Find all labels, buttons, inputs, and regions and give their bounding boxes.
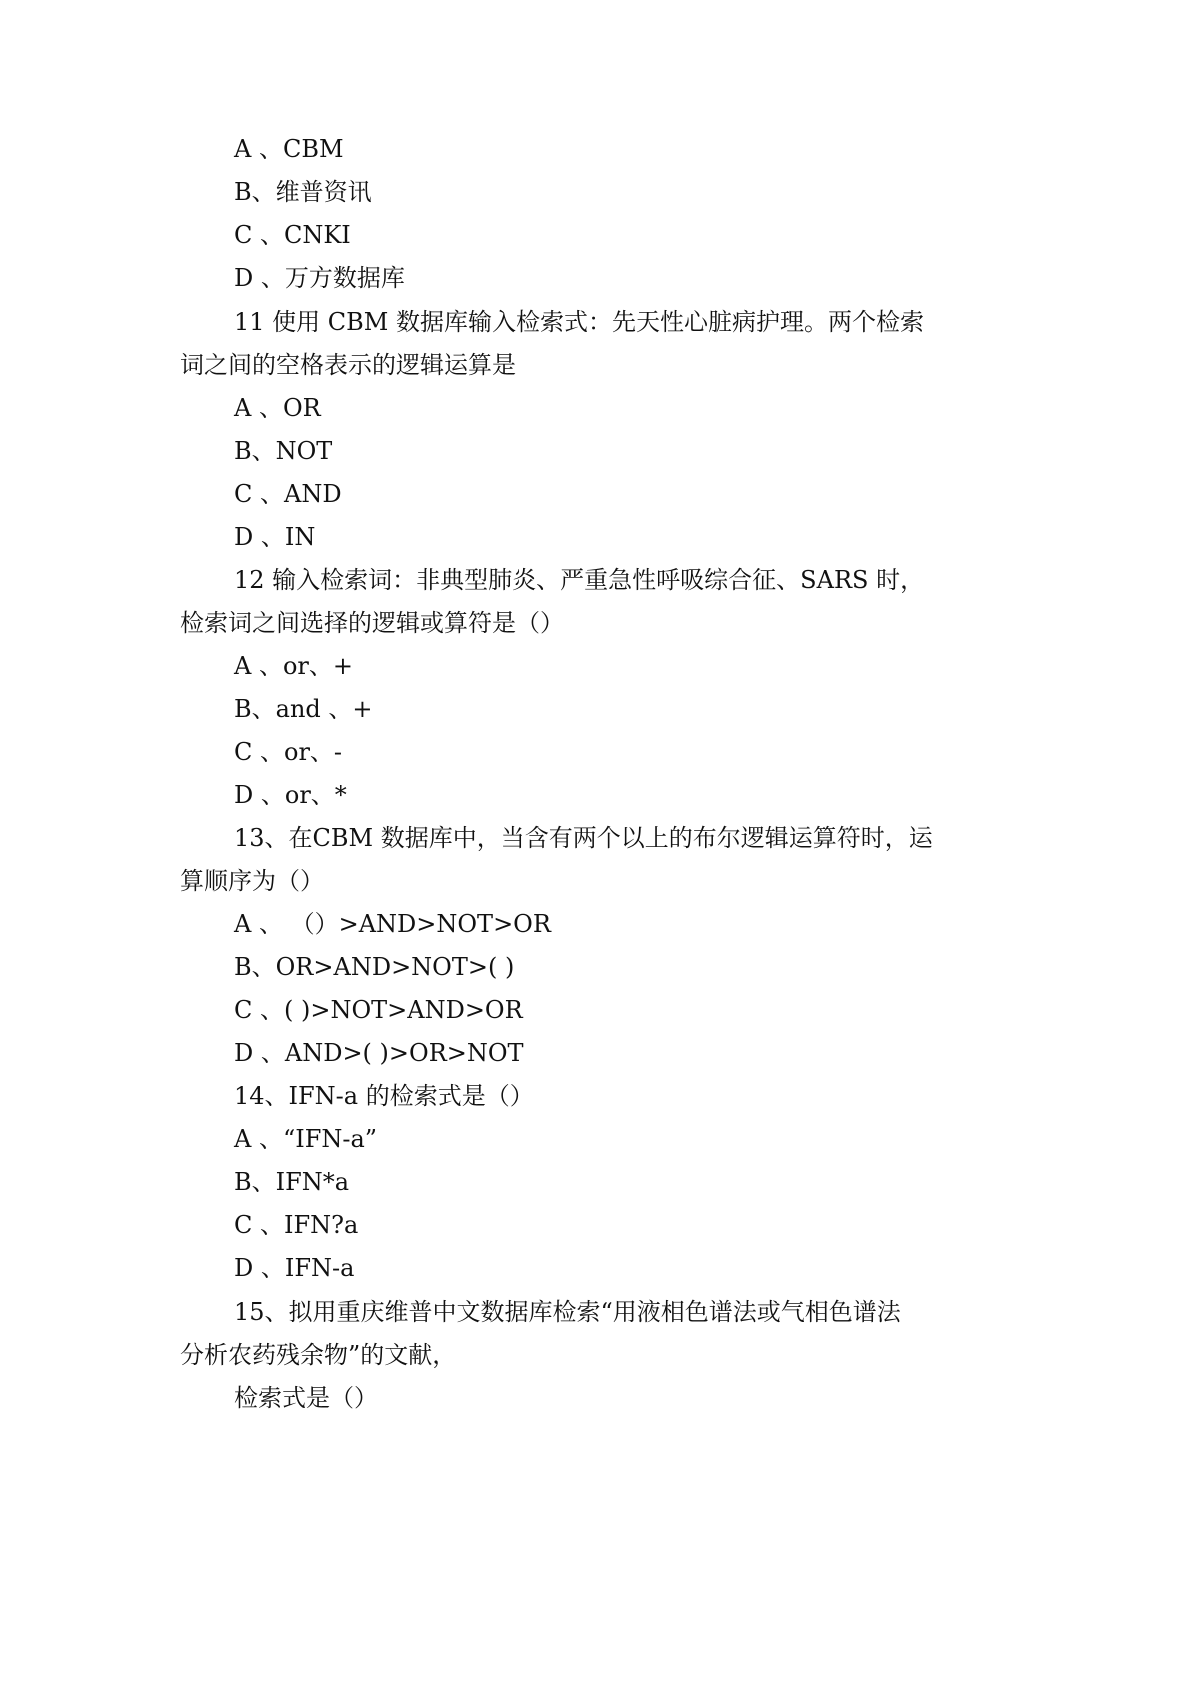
q13-stem-line1: 13、在CBM 数据库中，当含有两个以上的布尔逻辑运算符时，运 [234, 824, 933, 852]
q10-option-d: D 、万方数据库 [234, 264, 405, 292]
q10-option-a: A 、CBM [234, 135, 344, 163]
q11-option-a: A 、OR [234, 394, 321, 422]
q10-option-c: C 、CNKI [234, 221, 351, 249]
q14-option-b: B、IFN*a [234, 1168, 350, 1196]
q14-option-d: D 、IFN-a [234, 1254, 355, 1282]
q13-option-b: B、OR>AND>NOT>( ) [234, 953, 515, 981]
q13-option-a: A 、 （）>AND>NOT>OR [234, 910, 551, 938]
q15-stem-line1: 15、拟用重庆维普中文数据库检索“用液相色谱法或气相色谱法 [234, 1298, 901, 1326]
q12-option-a: A 、or、+ [234, 652, 353, 680]
q14-stem: 14、IFN-a 的检索式是（） [234, 1082, 534, 1110]
q11-stem-line2: 词之间的空格表示的逻辑运算是 [180, 351, 516, 379]
q14-option-a: A 、“IFN-a” [234, 1125, 378, 1153]
q11-option-b: B、NOT [234, 437, 333, 465]
q13-option-d: D 、AND>( )>OR>NOT [234, 1039, 524, 1067]
q13-stem-line2: 算顺序为（） [180, 867, 324, 895]
q12-option-b: B、and 、+ [234, 695, 373, 723]
q11-option-c: C 、AND [234, 480, 342, 508]
q11-option-d: D 、IN [234, 523, 316, 551]
q10-option-b: B、维普资讯 [234, 178, 372, 206]
q15-stem-line2: 分析农药残余物”的文献， [180, 1341, 457, 1369]
q13-option-c: C 、( )>NOT>AND>OR [234, 996, 523, 1024]
q12-option-d: D 、or、* [234, 781, 347, 809]
q15-stem-line3: 检索式是（） [234, 1384, 378, 1412]
q12-stem-line1: 12 输入检索词：非典型肺炎、严重急性呼吸综合征、SARS 时， [234, 566, 925, 594]
q12-stem-line2: 检索词之间选择的逻辑或算符是（） [180, 609, 564, 637]
q14-option-c: C 、IFN?a [234, 1211, 359, 1239]
q12-option-c: C 、or、- [234, 738, 343, 766]
q11-stem-line1: 11 使用 CBM 数据库输入检索式：先天性心脏病护理。两个检索 [234, 308, 924, 336]
